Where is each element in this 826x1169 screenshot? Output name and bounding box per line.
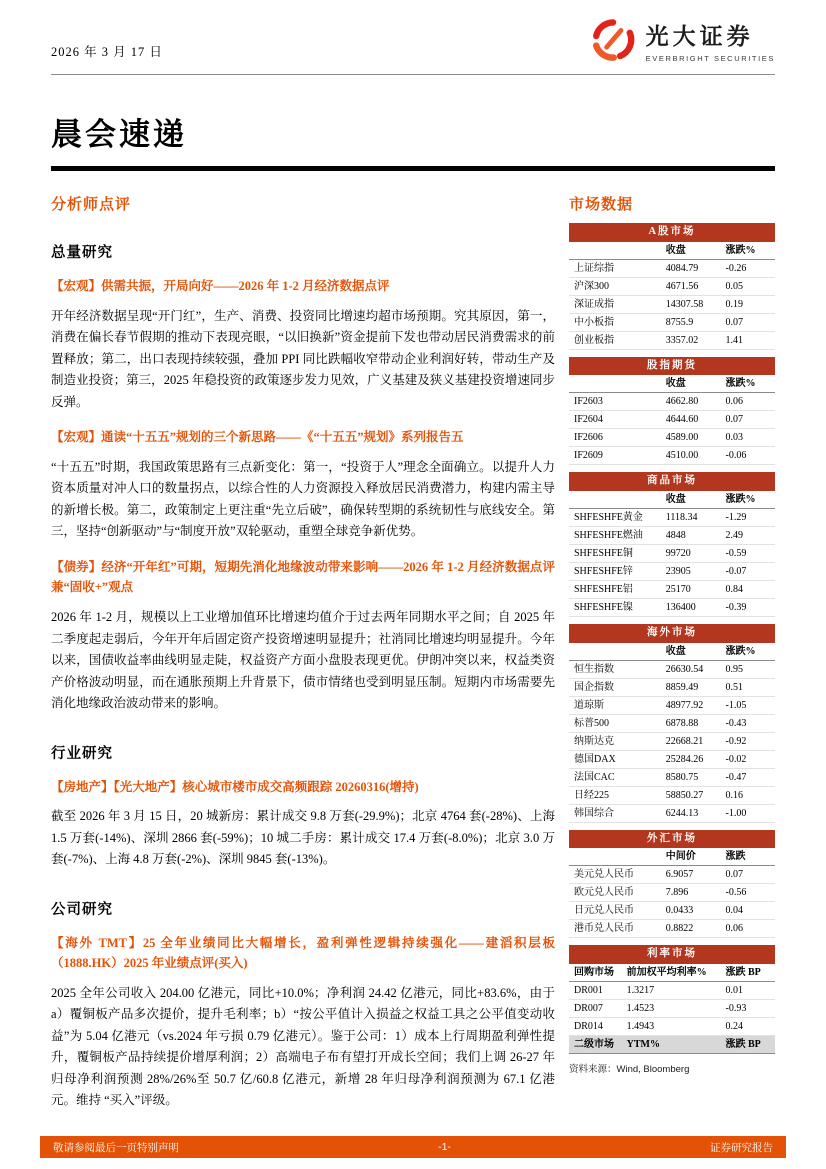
market-cell: 法国CAC — [569, 768, 664, 786]
market-cell: 中间价 — [664, 848, 724, 866]
market-cell: 8580.75 — [664, 768, 724, 786]
market-data-row — [569, 786, 775, 804]
market-cell: 136400 — [664, 598, 724, 616]
market-cell: -0.92 — [723, 732, 775, 750]
market-cell: 0.16 — [723, 786, 775, 804]
market-table-title: 股指期货 — [569, 357, 775, 376]
market-table-title-row — [569, 624, 775, 643]
market-cell: 沪深300 — [569, 277, 664, 295]
market-cell: 0.84 — [723, 580, 775, 598]
market-cell: 22668.21 — [664, 732, 724, 750]
market-cell: 0.24 — [723, 1017, 775, 1035]
brand-text — [646, 18, 775, 63]
market-table-title-row — [569, 357, 775, 376]
market-subheader-row — [569, 242, 775, 260]
report-item-body: “十五五”时期，我国政策思路有三点新变化：第一，“投资于人”理念全面确立。以提升人力资本质量对冲人口的数量拐点，以综合性的人力资源投入释放居民消费潜力，构建内需主导的新增长极。第二，政策制定上更注重“先立后破”，确保转型期的系统韧性与底线安全。第三，坚持“创新驱动”与“制度开放”双轮驱动，重塑全球竞争新优势。 — [51, 459, 555, 539]
market-cell: 二级市场 — [569, 1035, 625, 1053]
footer-disclaimer: 敬请参阅最后一页特别声明 — [53, 1141, 179, 1154]
market-cell: 4848 — [664, 526, 724, 544]
market-cell: -1.00 — [723, 804, 775, 822]
market-data-row — [569, 902, 775, 920]
market-cell: 6244.13 — [664, 804, 724, 822]
market-table-title: 外汇市场 — [569, 830, 775, 849]
market-cell: 涨跌 — [723, 848, 775, 866]
market-cell: 创业板指 — [569, 331, 664, 349]
market-cell: 收盘 — [664, 375, 724, 393]
market-table — [569, 830, 775, 939]
market-data-row — [569, 1017, 775, 1035]
market-data-row — [569, 920, 775, 938]
market-cell: 0.95 — [723, 660, 775, 678]
report-item-title: 【债券】经济“开年红”可期，短期先消化地缘波动带来影响——2026 年 1-2 月经济数据点评兼“固收+”观点 — [51, 559, 555, 595]
market-data-row — [569, 750, 775, 768]
market-cell: -0.56 — [723, 884, 775, 902]
market-cell — [569, 491, 664, 509]
report-item-body: 开年经济数据呈现“开门红”，生产、消费、投资同比增速均超市场预期。究其原因，第一，消费在偏长春节假期的推动下表现亮眼，“以旧换新”资金提前下发也带动居民消费需求的前置释放；第二，出口表现持续较强，叠加 PPI 同比跌幅收窄带动企业利润好转，带动生产及制造业投资；第三，2025 年稳投资的政策逐步发力见效，广义基建及狭义基建投资增速同步反弹。 — [51, 308, 555, 409]
market-data-row — [569, 866, 775, 884]
page-number: -1- — [438, 1141, 451, 1153]
analyst-column — [51, 171, 555, 1112]
market-cell: 标普500 — [569, 714, 664, 732]
market-cell: SHFESHFE镍 — [569, 598, 664, 616]
market-cell: 25170 — [664, 580, 724, 598]
market-data-row — [569, 714, 775, 732]
market-cell: 4644.60 — [664, 411, 724, 429]
market-data-row — [569, 884, 775, 902]
market-cell: 0.04 — [723, 902, 775, 920]
market-cell: 2.49 — [723, 526, 775, 544]
market-cell: 涨跌 BP — [723, 964, 775, 982]
market-cell: 港币兑人民币 — [569, 920, 664, 938]
market-subheader-row — [569, 848, 775, 866]
market-cell: 涨跌 BP — [723, 1035, 775, 1053]
market-table-title-row — [569, 945, 775, 964]
market-cell: -0.43 — [723, 714, 775, 732]
market-tables — [569, 223, 775, 1054]
market-cell: 涨跌% — [723, 491, 775, 509]
market-cell: 4671.56 — [664, 277, 724, 295]
market-data-row — [569, 598, 775, 616]
market-cell: -0.06 — [723, 447, 775, 465]
market-cell: -0.26 — [723, 259, 775, 277]
brand-name-cn: 光大证券 — [645, 23, 754, 49]
market-table — [569, 945, 775, 1054]
market-cell: 国企指数 — [569, 678, 664, 696]
market-cell: YTM% — [625, 1035, 724, 1053]
market-cell: 23905 — [664, 562, 724, 580]
market-cell: 6.9057 — [664, 866, 724, 884]
market-cell: 8859.49 — [664, 678, 724, 696]
analyst-comments-heading: 分析师点评 — [51, 197, 132, 213]
content-columns — [51, 171, 775, 1112]
market-cell: 1.3217 — [625, 981, 724, 999]
market-data-row — [569, 259, 775, 277]
market-cell: DR007 — [569, 999, 625, 1017]
title-row — [51, 109, 775, 154]
market-cell: -0.07 — [723, 562, 775, 580]
market-data-row — [569, 660, 775, 678]
market-data-row — [569, 804, 775, 822]
market-table-title: 海外市场 — [569, 624, 775, 643]
everbright-logo-icon — [589, 16, 637, 64]
market-cell: 4589.00 — [664, 429, 724, 447]
market-cell: 48977.92 — [664, 696, 724, 714]
market-cell: -0.02 — [723, 750, 775, 768]
market-cell: IF2609 — [569, 447, 664, 465]
market-cell: 14307.58 — [664, 295, 724, 313]
market-cell: 涨跌% — [723, 375, 775, 393]
market-cell: IF2604 — [569, 411, 664, 429]
market-cell: 日元兑人民币 — [569, 902, 664, 920]
market-cell: 1.4943 — [625, 1017, 724, 1035]
market-cell: 0.01 — [723, 981, 775, 999]
market-cell: 0.05 — [723, 277, 775, 295]
market-table — [569, 472, 775, 617]
market-cell: 0.06 — [723, 393, 775, 411]
market-data-row — [569, 678, 775, 696]
footer-report-type: 证券研究报告 — [710, 1141, 773, 1154]
market-cell: 0.07 — [723, 313, 775, 331]
market-cell: 26630.54 — [664, 660, 724, 678]
market-subheader-row — [569, 643, 775, 661]
market-data-row — [569, 732, 775, 750]
report-item-body: 截至 2026 年 3 月 15 日，20 城新房：累计成交 9.8 万套(-29.9%)；北京 4764 套(-28%)、上海 1.5 万套(-14%)、深圳 2866 套(-59%)；10 城二手房：累计成交 17.4 万套(-8.0%)；北京 3.0 万套(-7%)、上海 4.8 万套(-2%)、深圳 9845 套(-13%)。 — [51, 809, 555, 867]
market-subheader-row — [569, 964, 775, 982]
market-cell: 美元兑人民币 — [569, 866, 664, 884]
market-cell: SHFESHFE锌 — [569, 562, 664, 580]
report-item-body: 2025 全年公司收入 204.00 亿港元，同比+10.0%；净利润 24.42 亿港元，同比+83.6%，由于 a）覆铜板产品多次提价，提升毛利率；b）“按公平值计入损益之权益工具之公平值变动收益”为 5.04 亿港元（vs.2024 年亏损 0.79 亿港元）。鉴于公司：1）成本上行周期盈利弹性提升，覆铜板产品持续提价增厚利润；2）高端电子布有望打开成长空间；我们上调 26-27 年归母净利润预测 28%/26%至 50.7 亿/60.8 亿港元，新增 28 年归母净利润预测为 67.1 亿港元。维持 “买入”评级。 — [51, 985, 555, 1108]
market-cell: 涨跌% — [723, 242, 775, 260]
report-item-title: 【海外 TMT】25 全年业绩同比大幅增长，盈利弹性逻辑持续强化——建滔积层板（1888.HK）2025 年业绩点评(买入) — [51, 935, 555, 971]
market-cell: -1.29 — [723, 508, 775, 526]
report-item-title: 【宏观】供需共振，开局向好——2026 年 1-2 月经济数据点评 — [51, 279, 390, 293]
footer-bar — [40, 1136, 786, 1158]
market-data-row — [569, 295, 775, 313]
market-cell: 3357.02 — [664, 331, 724, 349]
market-cell: 0.07 — [723, 411, 775, 429]
market-data-row — [569, 768, 775, 786]
market-column — [569, 171, 775, 1075]
market-cell: 0.03 — [723, 429, 775, 447]
market-cell: 1.41 — [723, 331, 775, 349]
market-table-title: A股市场 — [569, 223, 775, 242]
market-cell: 德国DAX — [569, 750, 664, 768]
market-cell: 韩国综合 — [569, 804, 664, 822]
report-sections — [51, 241, 555, 1112]
market-cell: 0.8822 — [664, 920, 724, 938]
market-cell: 收盘 — [664, 643, 724, 661]
section-heading: 行业研究 — [51, 745, 113, 762]
market-cell: -0.39 — [723, 598, 775, 616]
report-item-title: 【宏观】通读“十五五”规划的三个新思路——《“十五五”规划》系列报告五 — [51, 430, 464, 445]
market-table-title: 商品市场 — [569, 472, 775, 491]
market-cell: -0.93 — [723, 999, 775, 1017]
market-cell: 6878.88 — [664, 714, 724, 732]
market-cell: 0.0433 — [664, 902, 724, 920]
market-cell: DR001 — [569, 981, 625, 999]
market-subheader-row — [569, 375, 775, 393]
page-header — [51, 0, 775, 75]
data-source: 资料来源：Wind, Bloomberg — [569, 1063, 690, 1075]
market-table — [569, 357, 775, 466]
market-table-title-row — [569, 223, 775, 242]
market-data-row — [569, 508, 775, 526]
market-subheader-row — [569, 491, 775, 509]
market-cell: 25284.26 — [664, 750, 724, 768]
market-cell — [569, 375, 664, 393]
market-cell: 中小板指 — [569, 313, 664, 331]
market-cell — [569, 242, 664, 260]
market-data-row — [569, 999, 775, 1017]
market-data-row — [569, 313, 775, 331]
report-item-title: 【房地产】【光大地产】核心城市楼市成交高频跟踪 20260316(增持) — [51, 779, 419, 794]
market-data-row — [569, 562, 775, 580]
market-cell: 8755.9 — [664, 313, 724, 331]
market-subheader-row — [569, 1035, 775, 1053]
market-cell: 日经225 — [569, 786, 664, 804]
market-cell: SHFESHFE黄金 — [569, 508, 664, 526]
market-cell: 7.896 — [664, 884, 724, 902]
market-data-row — [569, 526, 775, 544]
market-data-row — [569, 331, 775, 349]
market-cell: 0.07 — [723, 866, 775, 884]
market-cell — [569, 643, 664, 661]
market-cell: 4510.00 — [664, 447, 724, 465]
market-cell: 4084.79 — [664, 259, 724, 277]
market-cell: 前加权平均利率% — [625, 964, 724, 982]
market-data-row — [569, 580, 775, 598]
market-cell: 欧元兑人民币 — [569, 884, 664, 902]
report-item-body: 2026 年 1-2 月，规模以上工业增加值环比增速均值介于过去两年同期水平之间；自 2025 年二季度起走弱后，今年开年后固定资产投资增速明显提升；社消同比增速均明显提升。今年以来，国债收益率曲线明显走陡，权益资产方面小盘股表现更优。伊朗冲突以来，权益类资产价格波动明显，而在通胀预期上升背景下，债市情绪也受到明显压制。短期内市场需要先消化地缘政治波动带来的影响。 — [51, 610, 555, 710]
section-heading: 总量研究 — [51, 245, 113, 261]
market-cell: -1.05 — [723, 696, 775, 714]
market-cell: 收盘 — [664, 491, 724, 509]
market-data-row — [569, 393, 775, 411]
brand-name-en: EVERBRIGHT SECURITIES — [645, 53, 775, 63]
report-date: 2026 年 3 月 17 日 — [51, 45, 163, 59]
market-cell: SHFESHFE铜 — [569, 544, 664, 562]
market-cell: -0.47 — [723, 768, 775, 786]
market-cell: DR014 — [569, 1017, 625, 1035]
market-cell — [569, 848, 664, 866]
brand — [589, 16, 775, 64]
market-cell: 纳斯达克 — [569, 732, 664, 750]
market-cell: 深证成指 — [569, 295, 664, 313]
market-table-title-row — [569, 472, 775, 491]
market-cell: 涨跌% — [723, 643, 775, 661]
market-data-row — [569, 981, 775, 999]
market-data-heading: 市场数据 — [569, 197, 634, 213]
market-cell: IF2606 — [569, 429, 664, 447]
market-cell: 99720 — [664, 544, 724, 562]
market-table-title-row — [569, 830, 775, 849]
market-table — [569, 223, 775, 350]
market-cell: 0.51 — [723, 678, 775, 696]
market-cell: IF2603 — [569, 393, 664, 411]
market-table — [569, 624, 775, 823]
market-cell: 上证综指 — [569, 259, 664, 277]
market-cell: 1118.34 — [664, 508, 724, 526]
market-cell: SHFESHFE燃油 — [569, 526, 664, 544]
market-cell: 1.4523 — [625, 999, 724, 1017]
section-heading: 公司研究 — [51, 901, 113, 918]
market-data-row — [569, 447, 775, 465]
market-cell: 收盘 — [664, 242, 724, 260]
market-data-row — [569, 429, 775, 447]
market-cell: 0.06 — [723, 920, 775, 938]
market-cell: 58850.27 — [664, 786, 724, 804]
market-table-title: 利率市场 — [569, 945, 775, 964]
market-cell: -0.59 — [723, 544, 775, 562]
market-cell: 道琼斯 — [569, 696, 664, 714]
market-cell: SHFESHFE铝 — [569, 580, 664, 598]
market-data-row — [569, 696, 775, 714]
market-data-row — [569, 277, 775, 295]
page-title: 晨会速递 — [51, 117, 187, 152]
market-cell: 回购市场 — [569, 964, 625, 982]
market-cell: 恒生指数 — [569, 660, 664, 678]
market-data-row — [569, 411, 775, 429]
market-cell: 4662.80 — [664, 393, 724, 411]
market-data-row — [569, 544, 775, 562]
market-cell: 0.19 — [723, 295, 775, 313]
